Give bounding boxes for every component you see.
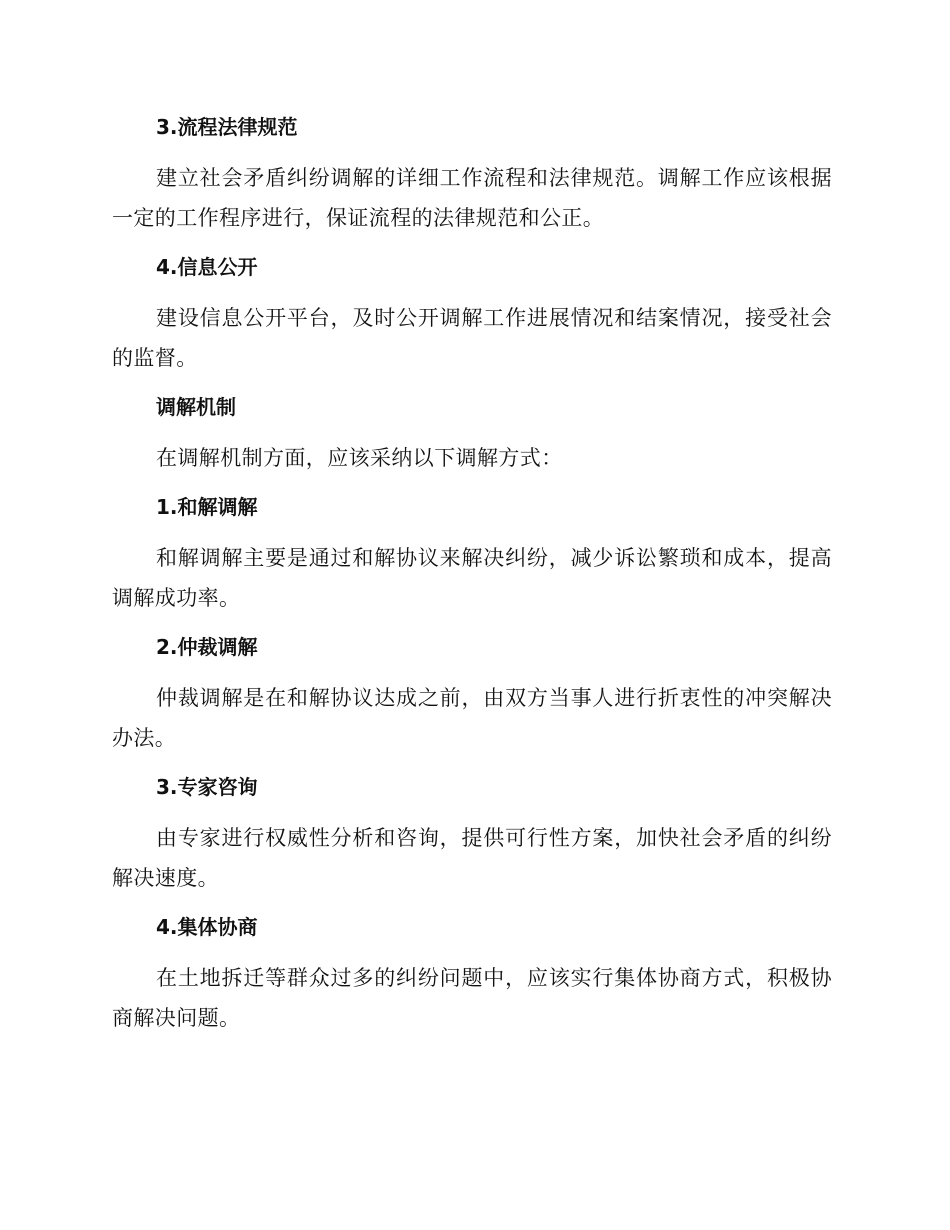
paragraph-expert-consultation: 由专家进行权威性分析和咨询，提供可行性方案，加快社会矛盾的纠纷解决速度。 — [112, 826, 832, 890]
section-heading-information-disclosure: 4.信息公开 — [156, 255, 258, 279]
section-heading-expert-consultation: 3.专家咨询 — [156, 775, 258, 799]
section-heading-reconciliation-mediation: 1.和解调解 — [156, 495, 258, 519]
paragraph-collective-negotiation: 在土地拆迁等群众过多的纠纷问题中，应该实行集体协商方式，积极协商解决问题。 — [112, 966, 832, 1030]
section-heading-process-legal-norms: 3.流程法律规范 — [156, 115, 298, 139]
document-body — [112, 112, 832, 1052]
paragraph-mediation-mechanism: 在调解机制方面，应该采纳以下调解方式： — [156, 446, 563, 470]
paragraph-process-legal-norms: 建立社会矛盾纠纷调解的详细工作流程和法律规范。调解工作应该根据一定的工作程序进行，保证流程的法律规范和公正。 — [112, 166, 832, 230]
section-heading-collective-negotiation: 4.集体协商 — [156, 915, 258, 939]
paragraph-reconciliation-mediation: 和解调解主要是通过和解协议来解决纠纷，减少诉讼繁琐和成本，提高调解成功率。 — [112, 546, 832, 610]
section-heading-mediation-mechanism: 调解机制 — [156, 395, 236, 419]
paragraph-arbitration-mediation: 仲裁调解是在和解协议达成之前，由双方当事人进行折衷性的冲突解决办法。 — [112, 686, 832, 750]
paragraph-information-disclosure: 建设信息公开平台，及时公开调解工作进展情况和结案情况，接受社会的监督。 — [112, 306, 832, 370]
section-heading-arbitration-mediation: 2.仲裁调解 — [156, 635, 258, 659]
